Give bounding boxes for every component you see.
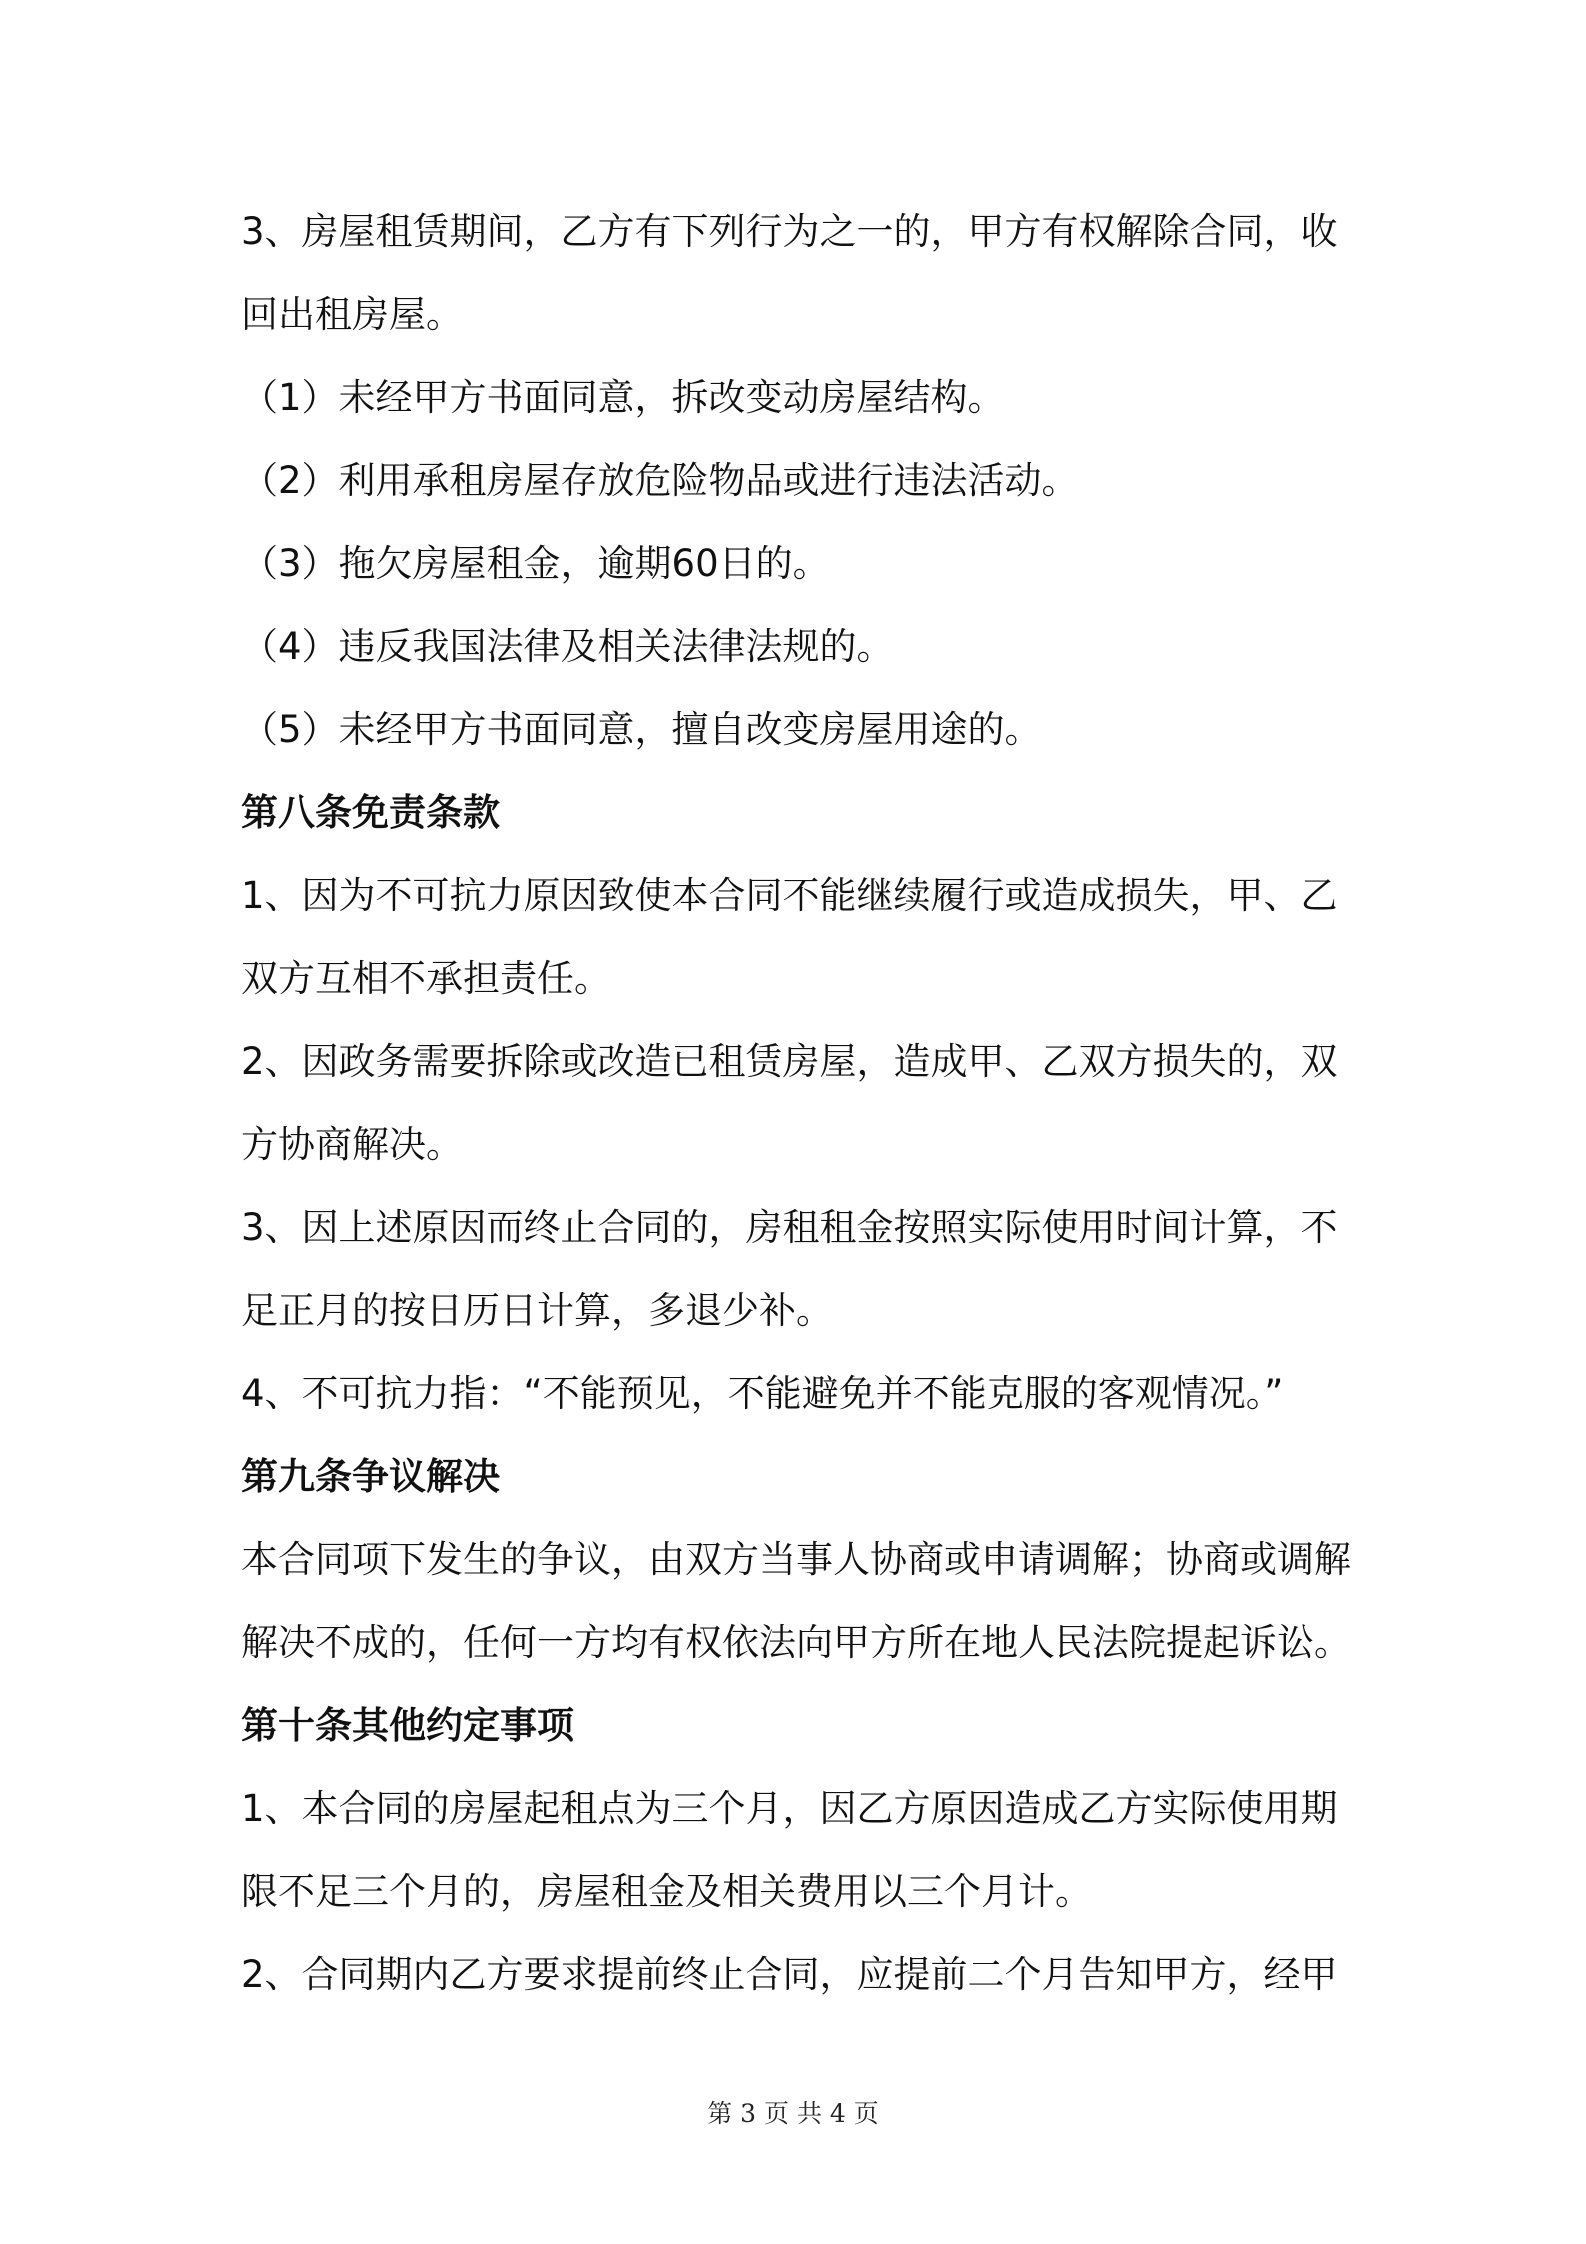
clause-7-3-item-2: （2）利用承租房屋存放危险物品或进行违法活动。: [241, 459, 1079, 502]
article-9-line-1: 本合同项下发生的争议，由双方当事人协商或申请调解；协商或调解: [241, 1538, 1351, 1581]
article-8-heading: 第八条免责条款: [241, 791, 500, 834]
clause-8-1-line-2: 双方互相不承担责任。: [241, 957, 611, 1000]
clause-7-3-line-2: 回出租房屋。: [241, 293, 463, 336]
clause-8-2-line-1: 2、因政务需要拆除或改造已租赁房屋，造成甲、乙双方损失的，双: [241, 1040, 1338, 1083]
clause-7-3-item-1: （1）未经甲方书面同意，拆改变动房屋结构。: [241, 376, 1005, 419]
clause-7-3-item-4: （4）违反我国法律及相关法律法规的。: [241, 625, 894, 668]
article-9-heading: 第九条争议解决: [241, 1455, 500, 1498]
clause-10-2-line-1: 2、合同期内乙方要求提前终止合同，应提前二个月告知甲方，经甲: [241, 1953, 1338, 1996]
clause-7-3-item-3: （3）拖欠房屋租金，逾期60日的。: [241, 542, 830, 585]
clause-8-3-line-1: 3、因上述原因而终止合同的，房租租金按照实际使用时间计算，不: [241, 1206, 1338, 1249]
clause-7-3-line-1: 3、房屋租赁期间，乙方有下列行为之一的，甲方有权解除合同，收: [241, 210, 1338, 253]
page-footer: 第 3 页 共 4 页: [707, 2099, 879, 2128]
article-9-line-2: 解决不成的，任何一方均有权依法向甲方所在地人民法院提起诉讼。: [241, 1621, 1351, 1664]
clause-7-3-item-5: （5）未经甲方书面同意，擅自改变房屋用途的。: [241, 708, 1042, 751]
clause-8-1-line-1: 1、因为不可抗力原因致使本合同不能继续履行或造成损失，甲、乙: [241, 874, 1338, 917]
clause-8-3-line-2: 足正月的按日历日计算，多退少补。: [241, 1289, 833, 1332]
clause-8-4: 4、不可抗力指：“不能预见，不能避免并不能克服的客观情况。”: [241, 1372, 1284, 1415]
article-10-heading: 第十条其他约定事项: [241, 1704, 574, 1747]
clause-8-2-line-2: 方协商解决。: [241, 1123, 463, 1166]
clause-10-1-line-2: 限不足三个月的，房屋租金及相关费用以三个月计。: [241, 1870, 1092, 1913]
clause-10-1-line-1: 1、本合同的房屋起租点为三个月，因乙方原因造成乙方实际使用期: [241, 1787, 1338, 1830]
